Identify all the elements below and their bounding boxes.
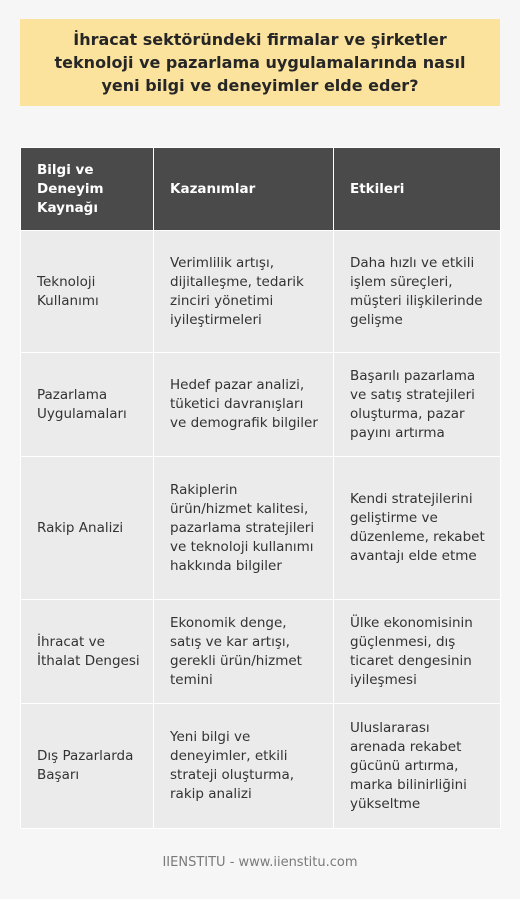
- title-banner: [20, 19, 500, 106]
- cell-source: Rakip Analizi: [21, 457, 154, 600]
- table-row: [21, 353, 501, 457]
- header-gains: Kazanımlar: [154, 148, 334, 231]
- cell-source: Pazarlama Uygulamaları: [21, 353, 154, 457]
- cell-source: İhracat ve İthalat Dengesi: [21, 600, 154, 704]
- header-source: Bilgi ve Deneyim Kaynağı: [21, 148, 154, 231]
- cell-source: Teknoloji Kullanımı: [21, 231, 154, 353]
- cell-effects: Başarılı pazarlama ve satış stratejileri oluşturma, pazar payını artırma: [334, 353, 501, 457]
- header-effects: Etkileri: [334, 148, 501, 231]
- cell-source: Dış Pazarlarda Başarı: [21, 704, 154, 829]
- info-table: [20, 147, 501, 829]
- cell-effects: Daha hızlı ve etkili işlem süreçleri, müşteri ilişkilerinde gelişme: [334, 231, 501, 353]
- cell-effects: Uluslararası arenada rekabet gücünü artırma, marka bilinirliğini yükseltme: [334, 704, 501, 829]
- cell-gains: Ekonomik denge, satış ve kar artışı, gerekli ürün/hizmet temini: [154, 600, 334, 704]
- table-row: [21, 704, 501, 829]
- table-header-row: [21, 148, 501, 231]
- table-row: [21, 457, 501, 600]
- cell-effects: Kendi stratejilerini geliştirme ve düzenleme, rekabet avantajı elde etme: [334, 457, 501, 600]
- cell-effects: Ülke ekonomisinin güçlenmesi, dış ticaret dengesinin iyileşmesi: [334, 600, 501, 704]
- footer-credit: IIENSTITU - www.iienstitu.com: [162, 855, 358, 870]
- cell-gains: Hedef pazar analizi, tüketici davranışları ve demografik bilgiler: [154, 353, 334, 457]
- cell-gains: Rakiplerin ürün/hizmet kalitesi, pazarlama stratejileri ve teknoloji kullanımı hakkında bilgiler: [154, 457, 334, 600]
- cell-gains: Verimlilik artışı, dijitalleşme, tedarik zinciri yönetimi iyileştirmeleri: [154, 231, 334, 353]
- page-title: İhracat sektöründeki firmalar ve şirketler teknoloji ve pazarlama uygulamalarında nasıl yeni bilgi ve deneyimler elde eder?: [54, 30, 466, 95]
- cell-gains: Yeni bilgi ve deneyimler, etkili strateji oluşturma, rakip analizi: [154, 704, 334, 829]
- table-row: [21, 231, 501, 353]
- table-row: [21, 600, 501, 704]
